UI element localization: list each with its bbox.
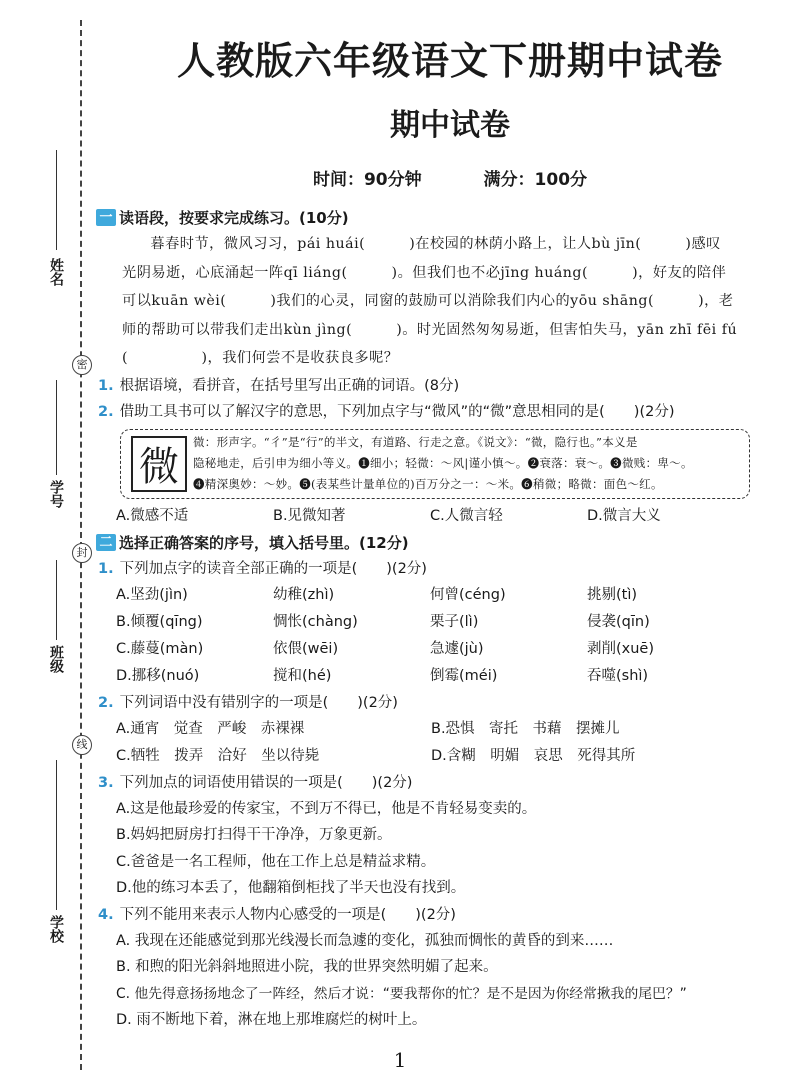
dictionary-definition — [193, 432, 743, 495]
binding-label-id: 学号 — [48, 480, 64, 508]
pinyin-option-row — [116, 636, 776, 663]
option-a: A. 我现在还能感觉到那光线漫长而急遽的变化，孤独而惆怅的黄昏的到来…… — [116, 932, 614, 949]
option-c: C. 他先得意扬扬地念了一阵经，然后才说：“要我帮你的忙？是不是因为你经常揪我的尾巴？” — [116, 985, 687, 1002]
option-cell: 剥削(xuē) — [587, 640, 655, 657]
section-1-badge: 一 — [96, 209, 116, 226]
exam-title: 人教版六年级语文下册期中试卷 — [176, 39, 723, 83]
option-cell: D.挪移(nuó) — [116, 667, 200, 684]
option-cell: 幼稚(zhì) — [273, 586, 335, 603]
section-2-title: 选择正确答案的序号，填入括号里。(12分) — [119, 534, 409, 552]
exam-subtitle: 期中试卷 — [390, 108, 510, 143]
question-1-2-options — [116, 503, 776, 530]
option-cell: 栗子(lì) — [430, 613, 479, 630]
question-2-1 — [98, 556, 776, 582]
passage-line: 可以kuān wèi( )我们的心灵，同窗的鼓励可以消除我们内心的yōu shāng( )，老 — [122, 293, 734, 309]
exam-content — [96, 204, 776, 1034]
option-c: C.人微言轻 — [430, 507, 503, 524]
name-write-line — [56, 150, 57, 250]
binding-margin — [0, 0, 100, 1085]
option-cell: B.恐惧 寄托 书藉 摆摊儿 — [431, 720, 620, 737]
dictionary-line: ❹精深奥妙：～妙。❺(表某些计量单位的)百万分之一：～米。❻稍微；略微：面色～红。 — [193, 476, 663, 491]
binding-circle-mi: 密 — [72, 355, 92, 375]
option-b: B. 和煦的阳光斜斜地照进小院，我的世界突然明媚了起来。 — [116, 959, 498, 975]
option-cell: 急遽(jù) — [430, 640, 484, 657]
exam-score: 满分：100分 — [483, 170, 588, 190]
question-1-1 — [98, 373, 776, 399]
id-write-line — [56, 380, 57, 475]
binding-label-class: 班级 — [48, 645, 64, 673]
section-1-title: 读语段，按要求完成练习。(10分) — [119, 208, 349, 227]
option-b: B.见微知著 — [273, 507, 346, 524]
question-number: 2. — [98, 694, 114, 711]
dictionary-line: 隐秘地走，后引申为细小等义。❶细小；轻微：～风|谨小慎～。❷衰落：衰～。❸微贱：卑～。 — [193, 455, 693, 470]
question-number: 2. — [98, 403, 114, 420]
option-d: D.微言大义 — [587, 507, 661, 524]
pinyin-option-row — [116, 663, 776, 690]
question-number: 1. — [98, 560, 114, 577]
option-cell: A.通宵 觉查 严峻 赤裸裸 — [116, 720, 305, 737]
option-cell: A.坚劲(jìn) — [116, 586, 188, 603]
option-cell: 依偎(wēi) — [273, 640, 339, 657]
exam-time: 时间：90分钟 — [312, 170, 422, 190]
option-a: A.微感不适 — [116, 507, 189, 524]
passage-line: 光阴易逝，心底涌起一阵qī liáng( )。但我们也不必jīng huáng( )，好友的陪伴 — [122, 264, 727, 281]
question-text: 下列词语中没有错别字的一项是( )(2分) — [119, 694, 398, 711]
option-cell: 倒霉(méi) — [430, 667, 498, 684]
question-2-2 — [98, 690, 776, 716]
word-option-row — [116, 716, 776, 743]
binding-circle-xian: 线 — [72, 735, 92, 755]
question-text: 下列加点字的读音全部正确的一项是( )(2分) — [119, 560, 427, 577]
school-write-line — [56, 760, 57, 910]
option-cell: C.牺牲 拨弄 洽好 坐以待毙 — [116, 747, 320, 764]
option-cell: 何曾(céng) — [430, 586, 506, 603]
question-number: 1. — [98, 377, 114, 394]
question-2-3 — [98, 770, 776, 796]
dictionary-box — [120, 429, 750, 499]
question-text: 下列加点的词语使用错误的一项是( )(2分) — [119, 774, 413, 791]
option-cell: 侵袭(qīn) — [587, 613, 650, 630]
passage-line: 师的帮助可以带我们走出kùn jìng( )。时光固然匆匆易逝，但害怕失马，yān zhī fēi fú — [122, 321, 738, 338]
option-a: A.这是他最珍爱的传家宝，不到万不得已，他是不肯轻易变卖的。 — [116, 800, 537, 817]
pinyin-option-row — [116, 609, 776, 636]
dictionary-line: 微：形声字。“彳”是“行”的半文，有道路、行走之意。《说文》：“微，隐行也。”本义是 — [193, 434, 638, 449]
question-number: 3. — [98, 774, 114, 791]
option-cell: 搅和(hé) — [273, 667, 332, 684]
option-cell: 挑剔(tì) — [587, 586, 638, 603]
section-2-badge: 二 — [96, 534, 116, 551]
passage-line: 暮春时节，微风习习，pái huái( )在校园的林荫小路上，让人bù jīn( )感叹 — [150, 236, 721, 252]
option-cell: 惆怅(chàng) — [273, 613, 358, 630]
pinyin-option-row — [116, 582, 776, 609]
page-number: 1 — [393, 1048, 407, 1072]
question-1-2 — [98, 399, 776, 425]
question-text: 根据语境，看拼音，在括号里写出正确的词语。(8分) — [119, 377, 460, 394]
section-2-heading — [96, 530, 776, 556]
question-text: 下列不能用来表示人物内心感受的一项是( )(2分) — [119, 906, 456, 923]
reading-passage — [122, 230, 776, 373]
binding-circle-feng: 封 — [72, 543, 92, 563]
option-cell: 吞噬(shì) — [587, 667, 649, 684]
option-cell: B.倾覆(qīng) — [116, 613, 203, 630]
passage-line: ( )，我们何尝不是收获良多呢？ — [122, 350, 399, 366]
option-b: B.妈妈把厨房打扫得干干净净，万象更新。 — [116, 827, 392, 843]
option-cell: C.藤蔓(màn) — [116, 640, 204, 657]
option-d: D. 雨不断地下着，淋在地上那堆腐烂的树叶上。 — [116, 1012, 427, 1028]
class-write-line — [56, 560, 57, 640]
exam-meta — [130, 165, 770, 190]
option-d: D.他的练习本丢了，他翻箱倒柜找了半天也没有找到。 — [116, 880, 466, 896]
binding-label-name: 姓名 — [48, 258, 64, 286]
option-cell: D.含糊 明媚 哀思 死得其所 — [431, 747, 636, 764]
question-2-4 — [98, 902, 776, 928]
question-text: 借助工具书可以了解汉字的意思，下列加点字与“微风”的“微”意思相同的是( )(2分) — [119, 403, 675, 420]
question-number: 4. — [98, 906, 114, 923]
section-1-heading — [96, 204, 776, 230]
binding-label-school: 学校 — [48, 915, 64, 943]
dictionary-seal-character: 微 — [131, 436, 187, 492]
word-option-row — [116, 743, 776, 770]
option-c: C.爸爸是一名工程师，他在工作上总是精益求精。 — [116, 853, 436, 870]
